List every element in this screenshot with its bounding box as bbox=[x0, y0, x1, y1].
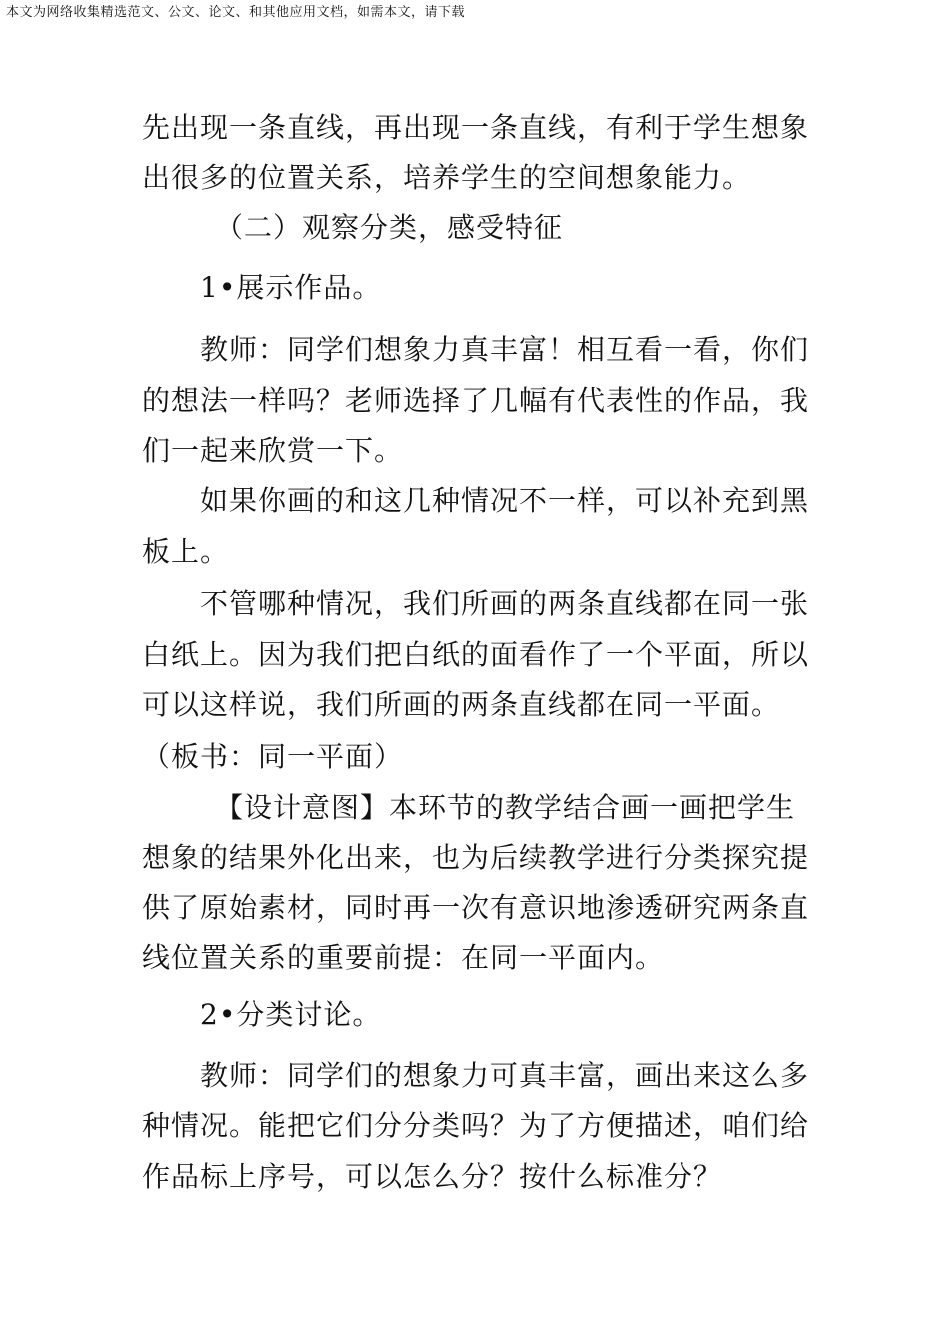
text-line: （板书：同一平面） bbox=[142, 740, 404, 773]
list-item: 2•分类讨论。 bbox=[200, 998, 382, 1031]
text-line: 板上。 bbox=[142, 535, 230, 568]
list-item: 1•展示作品。 bbox=[200, 271, 382, 304]
paragraph-start: 如果你画的和这几种情况不一样，可以补充到黑 bbox=[200, 484, 810, 517]
text-line: 出很多的位置关系，培养学生的空间想象能力。 bbox=[142, 161, 752, 194]
paragraph-start: 教师：同学们的想象力可真丰富，画出来这么多 bbox=[200, 1059, 810, 1092]
paragraph-start: 【设计意图】本环节的教学结合画一画把学生 bbox=[215, 791, 796, 824]
text-line: 们一起来欣赏一下。 bbox=[142, 434, 404, 467]
text-line: 白纸上。因为我们把白纸的面看作了一个平面，所以 bbox=[142, 638, 810, 671]
text-line: 种情况。能把它们分分类吗？为了方便描述，咱们给 bbox=[142, 1109, 810, 1142]
text-line: 线位置关系的重要前提：在同一平面内。 bbox=[142, 941, 665, 974]
paragraph-start: 教师：同学们想象力真丰富！相互看一看，你们 bbox=[200, 333, 810, 366]
text-line: 的想法一样吗？老师选择了几幅有代表性的作品，我 bbox=[142, 384, 810, 417]
text-line: 供了原始素材，同时再一次有意识地渗透研究两条直 bbox=[142, 891, 810, 924]
text-line: 先出现一条直线，再出现一条直线，有利于学生想象 bbox=[142, 111, 810, 144]
paragraph-start: 不管哪种情况，我们所画的两条直线都在同一张 bbox=[200, 587, 810, 620]
text-line: 可以这样说，我们所画的两条直线都在同一平面。 bbox=[142, 688, 781, 721]
text-line: 作品标上序号，可以怎么分？按什么标准分？ bbox=[142, 1160, 723, 1193]
text-line: 想象的结果外化出来，也为后续教学进行分类探究提 bbox=[142, 841, 810, 874]
section-heading: （二）观察分类，感受特征 bbox=[215, 211, 564, 244]
header-note: 本文为网络收集精选范文、公文、论文、和其他应用文档，如需本文，请下载 bbox=[6, 5, 466, 20]
